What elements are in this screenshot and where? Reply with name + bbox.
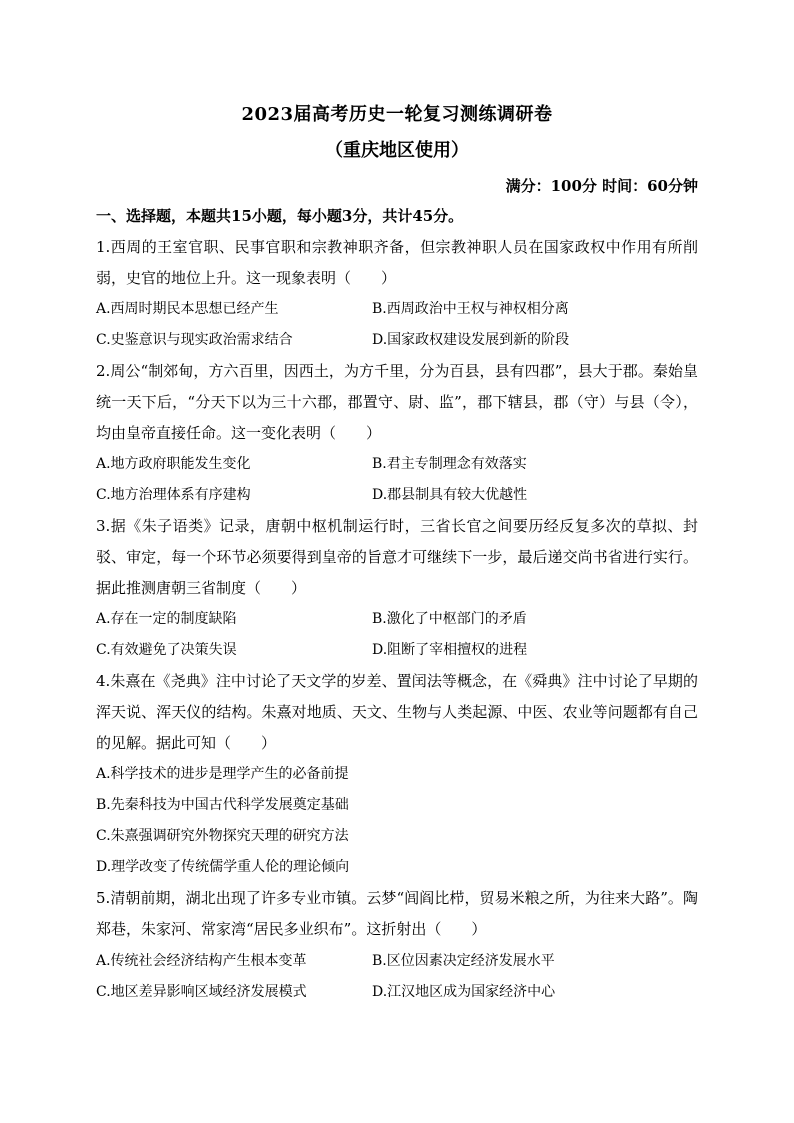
option-a: A.传统社会经济结构产生根本变革 [96, 953, 307, 969]
question-4-option-d: D.理学改变了传统儒学重人伦的理论倾向 [96, 859, 350, 875]
question-1-options-row-2 [96, 325, 698, 355]
question-4-option-b: B.先秦科技为中国古代科学发展奠定基础 [96, 797, 349, 813]
question-2-stem: 2.周公“制郊甸，方六百里，因西土，为方千里，分为百县，县有四郡”，县大于郡。秦始皇统一天下后，“分天下以为三十六郡，郡置守、尉、监”，郡下辖县，郡（守）与县（令），均由皇帝直接任命。这一变化表明（ ） [96, 362, 698, 442]
question-2-options-row-1 [96, 449, 698, 479]
option-c: C.有效避免了决策失误 [96, 642, 237, 658]
question-3-stem: 3.据《朱子语类》记录，唐朝中枢机制运行时，三省长官之间要历经反复多次的草拟、封驳、审定，每一个环节必须要得到皇帝的旨意才可继续下一步，最后递交尚书省进行实行。据此推测唐朝三省制度（ ） [96, 517, 698, 597]
option-d: D.阻断了宰相擅权的进程 [372, 642, 528, 658]
question-3-options-row-1 [96, 604, 698, 634]
option-a: A.存在一定的制度缺陷 [96, 611, 237, 627]
option-b: B.西周政治中王权与神权相分离 [372, 301, 569, 317]
question-4-stem: 4.朱熹在《尧典》注中讨论了天文学的岁差、置闰法等概念，在《舜典》注中讨论了早期的浑天说、浑天仪的结构。朱熹对地质、天文、生物与人类起源、中医、农业等问题都有自己的见解。据此可知（ ） [96, 672, 698, 752]
score-time-info: 满分：100分 时间：60分钟 [505, 177, 698, 195]
option-c: C.地方治理体系有序建构 [96, 487, 251, 503]
option-a: A.地方政府职能发生变化 [96, 456, 251, 472]
question-3-options-row-2 [96, 635, 698, 665]
option-b: B.君主专制理念有效落实 [372, 456, 527, 472]
option-b: B.激化了中枢部门的矛盾 [372, 611, 527, 627]
option-d: D.国家政权建设发展到新的阶段 [372, 332, 570, 348]
question-1-stem: 1.西周的王室官职、民事官职和宗教神职齐备，但宗教神职人员在国家政权中作用有所削弱，史官的地位上升。这一现象表明（ ） [96, 238, 698, 287]
exam-title: 2023届高考历史一轮复习测练调研卷 [241, 104, 553, 125]
question-2-options-row-2 [96, 480, 698, 510]
option-d: D.郡县制具有较大优越性 [372, 487, 528, 503]
option-c: C.地区差异影响区域经济发展模式 [96, 984, 307, 1000]
question-1-options-row-1 [96, 294, 698, 324]
section-heading: 一、选择题，本题共15小题，每小题3分，共计45分。 [96, 207, 464, 225]
question-5-stem: 5.清朝前期，湖北出现了许多专业市镇。云梦“闾阎比栉，贸易米粮之所，为往来大路”。陶郑巷，朱家河、常家湾“居民多业织布”。这折射出（ ） [96, 889, 698, 938]
exam-subtitle: （重庆地区使用） [325, 140, 469, 161]
option-d: D.江汉地区成为国家经济中心 [372, 984, 556, 1000]
question-4-option-c: C.朱熹强调研究外物探究天理的研究方法 [96, 828, 349, 844]
option-a: A.西周时期民本思想已经产生 [96, 301, 279, 317]
option-b: B.区位因素决定经济发展水平 [372, 953, 555, 969]
option-c: C.史鉴意识与现实政治需求结合 [96, 332, 293, 348]
question-4-option-a: A.科学技术的进步是理学产生的必备前提 [96, 766, 349, 782]
question-5-options-row-2 [96, 977, 698, 1007]
question-5-options-row-1 [96, 946, 698, 976]
